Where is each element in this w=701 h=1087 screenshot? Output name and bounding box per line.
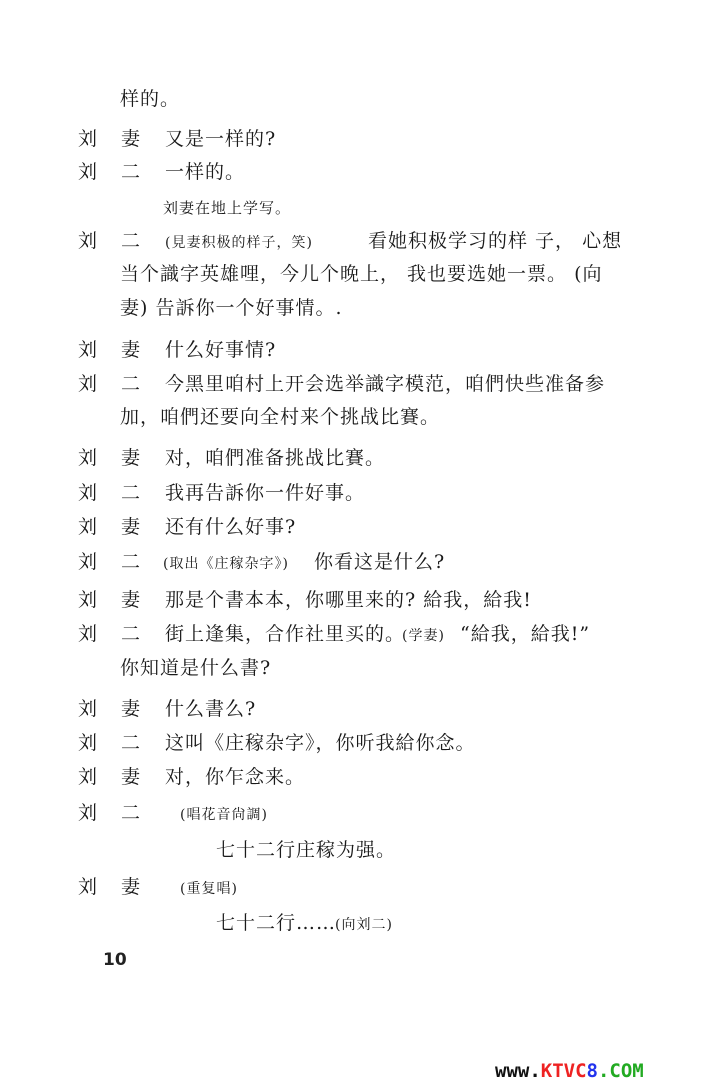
dialogue-text: 什么書么? [165,698,257,720]
stage-direction: (唱花音尙調) [180,807,268,823]
speaker-name: 二 [121,161,141,183]
speaker-surname: 刘 [78,447,98,469]
speaker-name: 二 [121,230,141,252]
watermark-prefix: www. [495,1060,541,1082]
dialogue-text: 还有什么好事? [165,516,297,538]
speaker-surname: 刘 [78,339,98,361]
watermark-brand: KTVC [540,1060,587,1082]
speaker-name: 妻 [121,766,141,788]
watermark-digit: 8 [586,1060,598,1082]
dialogue-continuation: 当个識字英雄哩，今儿个晚上， 我也要选她一票。 (向 [120,263,603,285]
dialogue-text: 又是一样的? [165,128,277,150]
stage-direction: (取出《庄稼杂字》) [163,556,289,572]
speaker-name: 妻 [121,447,141,469]
dialogue-text: 街上逢集，合作社里买的。 [165,623,406,645]
speaker-surname: 刘 [78,698,98,720]
stage-direction: (学妻) [402,628,445,644]
dialogue-text: 今黑里咱村上开会选举識字模范，咱們快些准备参 [165,373,606,395]
speaker-name: 妻 [121,516,141,538]
speaker-name: 妻 [121,698,141,720]
dialogue-text: 对，咱們准备挑战比賽。 [165,447,386,469]
speaker-name: 二 [121,373,141,395]
dialogue-text: 这叫《庄稼杂字》，你听我給你念。 [165,732,476,754]
watermark-suffix: .COM [597,1060,644,1082]
speaker-surname: 刘 [78,482,98,504]
speaker-surname: 刘 [78,516,98,538]
song-lyric: 七十二行…… [216,912,337,934]
dialogue-text: 一样的。 [165,161,246,183]
speaker-surname: 刘 [78,766,98,788]
speaker-surname: 刘 [78,623,98,645]
speaker-name: 妻 [121,589,141,611]
dialogue-continuation: 妻) 告訴你一个好事情。. [120,297,343,319]
speaker-surname: 刘 [78,373,98,395]
dialogue-text: 对，你乍念来。 [165,766,306,788]
stage-direction: (重复唱) [180,881,238,897]
speaker-name: 二 [121,551,141,573]
speaker-name: 二 [121,802,141,824]
page-number: 10 [103,950,127,970]
speaker-surname: 刘 [78,589,98,611]
speaker-name: 妻 [121,876,141,898]
speaker-surname: 刘 [78,551,98,573]
watermark [495,1060,644,1082]
dialogue-text: 什么好事情? [165,339,277,361]
speaker-name: 妻 [121,128,141,150]
speaker-surname: 刘 [78,732,98,754]
stage-direction: 刘妻在地上学写。 [163,199,292,217]
speaker-name: 妻 [121,339,141,361]
stage-direction: (向刘二) [335,917,393,933]
dialogue-text: 你看这是什么? [314,551,446,573]
dialogue-text: 看她积极学习的样 子， 心想 [368,230,623,252]
dialogue-text: 那是个書本本，你哪里来的? 給我，給我! [165,589,532,611]
dialogue-continuation: 你知道是什么書? [120,657,272,679]
speaker-name: 二 [121,732,141,754]
dialogue-continuation: 样的。 [120,88,181,110]
dialogue-continuation: 加，咱們还要向全村来个挑战比賽。 [120,406,441,428]
speaker-name: 二 [121,482,141,504]
stage-direction: (見妻积极的样子，笑) [165,235,313,251]
speaker-surname: 刘 [78,876,98,898]
dialogue-quote: “給我，給我!” [460,623,591,645]
speaker-surname: 刘 [78,161,98,183]
song-lyric: 七十二行庄稼为强。 [216,839,397,861]
speaker-surname: 刘 [78,230,98,252]
speaker-surname: 刘 [78,128,98,150]
speaker-name: 二 [121,623,141,645]
dialogue-text: 我再告訴你一件好事。 [165,482,366,504]
speaker-surname: 刘 [78,802,98,824]
